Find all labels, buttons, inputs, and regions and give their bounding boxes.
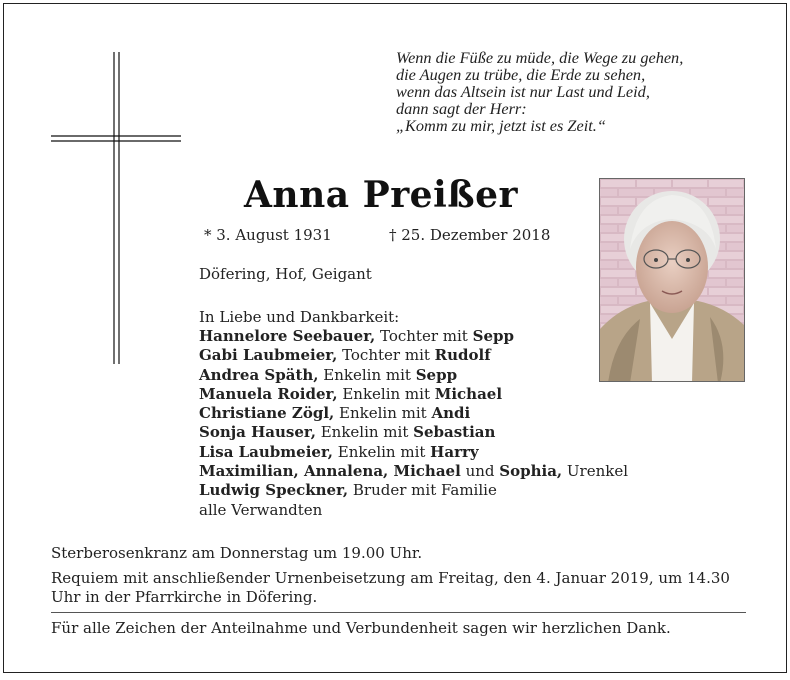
mourner-name: Maximilian, Annalena, Michael [199,462,461,481]
mourner-name: Manuela Roider, [199,384,338,403]
mourner-row [199,501,628,520]
poem-line: wenn das Altsein ist nur Last und Leid, [396,82,650,101]
mourner-relation: alle Verwandten [199,500,323,519]
mourner-partner: Sepp [472,327,514,345]
mourner-partner: Michael [434,384,503,403]
death-date: † 25. Dezember 2018 [389,226,551,244]
poem-line: „Komm zu mir, jetzt ist es Zeit.“ [396,116,606,135]
mourner-partner: Sophia, [499,462,563,481]
mourner-row [199,385,628,404]
mourner-name: Sonja Hauser, [199,423,316,442]
mourner-name: Gabi Laubmeier, [199,346,338,365]
final-thanks: Für alle Zeichen der Anteilnahme und Verbundenheit sagen wir herzlichen Dank. [51,619,671,637]
mourner-relation: Tochter mit [337,346,435,365]
mourner-name: Ludwig Speckner, [199,481,349,500]
mourner-relation: Enkelin mit [334,404,432,423]
deceased-name: Anna Preißer [244,174,518,216]
mourner-partner: Sepp [415,365,458,384]
poem [396,49,766,134]
mourner-row [199,366,628,385]
mourner-relation: Enkelin mit [315,423,414,442]
hometown: Döfering, Hof, Geigant [199,265,372,283]
mourner-row [199,462,628,481]
birth-date: * 3. August 1931 [204,226,332,244]
mourner-name: Lisa Laubmeier, [199,442,333,461]
mourner-row [199,423,628,442]
mourner-tail: Urenkel [562,462,629,481]
mourner-row [199,346,628,365]
mourner-relation: Tochter mit [375,327,473,345]
poem-line: Wenn die Füße zu müde, die Wege zu gehen, [396,48,684,67]
mourner-relation: Enkelin mit [337,384,435,403]
obituary-notice [3,3,787,673]
mourners-list [199,327,628,520]
mourner-row [199,443,628,462]
poem-line: die Augen zu trübe, die Erde zu sehen, [396,65,646,84]
mourner-partner: Rudolf [434,346,491,365]
rosary-notice: Sterberosenkranz am Donnerstag um 19.00 Uhr. [51,544,423,562]
mourner-row [199,481,628,500]
requiem-notice: Requiem mit anschließender Urnenbeisetzung am Freitag, den 4. Januar 2019, um 14.30 Uhr in der Pfarrkirche in Döfering. [51,569,730,606]
mourner-partner: Harry [430,442,479,461]
mourner-relation: Enkelin mit [332,442,431,461]
thanks-intro: In Liebe und Dankbarkeit: [199,308,400,326]
divider [51,612,746,613]
cross-icon [51,52,181,364]
mourner-partner: Sebastian [413,423,496,442]
mourner-relation: Enkelin mit [318,365,416,384]
mourner-row [199,327,628,346]
poem-line: dann sagt der Herr: [396,99,527,118]
mourner-name: Christiane Zögl, [199,404,335,423]
mourner-name: Hannelore Seebauer, [199,327,376,345]
mourner-relation: Bruder mit Familie [348,481,497,500]
mourner-name: Andrea Späth, [199,365,319,384]
mourner-row [199,404,628,423]
mourner-relation: und [460,462,500,481]
mourner-partner: Andi [431,404,471,423]
